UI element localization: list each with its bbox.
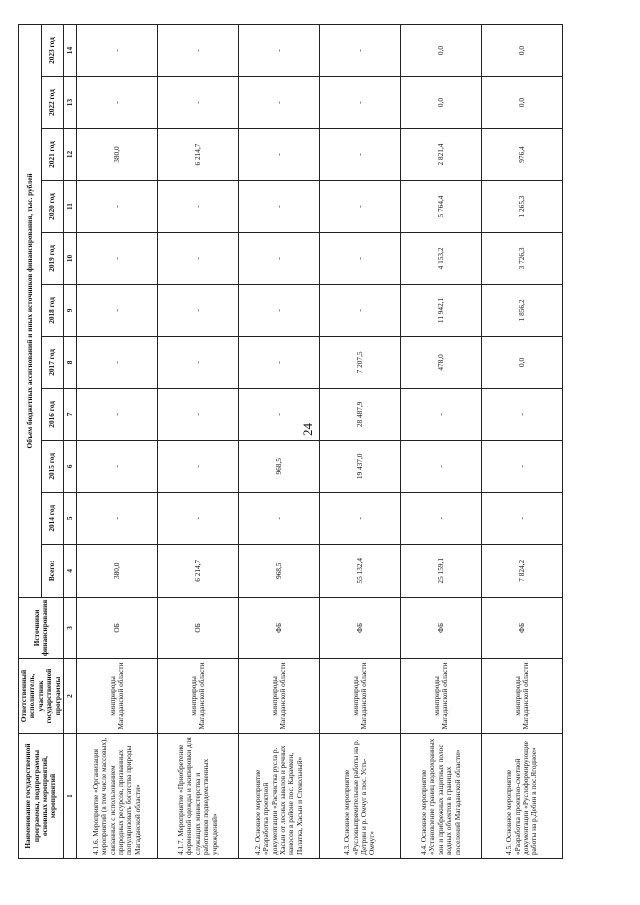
row-year-value: - [238, 336, 319, 388]
index-cell: 9 [63, 284, 76, 336]
header-source: Источники финансирования [19, 597, 64, 658]
row-year-value: - [76, 388, 157, 440]
row-year-value: 0,0 [400, 25, 481, 77]
table-row [481, 25, 562, 859]
row-total: 968,5 [238, 544, 319, 597]
header-year: 2022 год [42, 77, 64, 129]
index-cell: 11 [63, 181, 76, 233]
row-year-value: - [238, 181, 319, 233]
row-year-value: - [157, 232, 238, 284]
rotated-page [0, 19, 600, 869]
row-year-value: - [400, 492, 481, 544]
row-year-value: - [76, 181, 157, 233]
row-year-value: - [319, 284, 400, 336]
header-year: 2023 год [42, 25, 64, 77]
row-name: 4.3. Основное мероприятие «Русловыпрямительные работы на р. Детрин и р. Омчуг в пос. Усть-Омчуг» [319, 734, 400, 859]
table-row [76, 25, 157, 859]
row-year-value: - [76, 336, 157, 388]
row-year-value: - [238, 77, 319, 129]
row-responsible: минприроды Магаданской области [76, 659, 157, 734]
index-row [63, 25, 76, 859]
row-year-value: 28 487,9 [319, 388, 400, 440]
index-cell: 4 [63, 544, 76, 597]
row-year-value: - [157, 388, 238, 440]
row-year-value: 4 153,2 [400, 232, 481, 284]
row-year-value: - [319, 77, 400, 129]
header-year: 2016 год [42, 388, 64, 440]
header-year: 2019 год [42, 232, 64, 284]
row-name: 4.4. Основное мероприятие «Установление границ водоохранных зон и прибрежных защитных полос водных объектов в границах поселений Магаданской области» [400, 734, 481, 859]
table-row [319, 25, 400, 859]
row-name: 4.1.6. Мероприятие «Организация мероприятий (в том числе массовых), связанных с использованием природных ресурсов, призванных популяризовать богатства природы Магаданской области» [76, 734, 157, 859]
row-total: 380,0 [76, 544, 157, 597]
index-cell: 5 [63, 492, 76, 544]
row-source: ФБ [238, 597, 319, 658]
row-year-value: - [157, 440, 238, 492]
row-year-value: 11 942,1 [400, 284, 481, 336]
header-year: 2014 год [42, 492, 64, 544]
row-name: 4.2. Основное мероприятие «Разработка проектной документации «Расчистка русла р. Хасын от лесных завалов и речных наносов в районе пос. Карамкен, Палатка, Хасын и Стекольный» [238, 734, 319, 859]
row-year-value: - [238, 232, 319, 284]
header-year: 2018 год [42, 284, 64, 336]
row-year-value: - [319, 492, 400, 544]
row-year-value: - [157, 336, 238, 388]
row-year-value: - [481, 388, 562, 440]
row-source: ФБ [400, 597, 481, 658]
row-year-value: 0,0 [481, 77, 562, 129]
row-year-value: 478,0 [400, 336, 481, 388]
row-total: 55 132,4 [319, 544, 400, 597]
row-responsible: минприроды Магаданской области [400, 659, 481, 734]
row-year-value: - [76, 232, 157, 284]
row-year-value: - [400, 388, 481, 440]
row-year-value: 7 207,5 [319, 336, 400, 388]
row-year-value: - [238, 129, 319, 181]
index-cell: 13 [63, 77, 76, 129]
row-year-value: 976,4 [481, 129, 562, 181]
row-year-value: - [157, 25, 238, 77]
row-name: 4.5. Основное мероприятие «Разработка проектно-сметной документации «Руслоформирующие работы на р.Дебин в пос.Ягодное» [481, 734, 562, 859]
row-name: 4.1.7. Мероприятие «Приобретение форменной одежды и экипировки для служащих министерства и работников подведомственных учреждений» [157, 734, 238, 859]
row-responsible: минприроды Магаданской области [319, 659, 400, 734]
header-funding-group: Объем бюджетных ассигнований и иных источников финансирования, тыс. рублей [19, 25, 42, 598]
page-number: 24 [300, 423, 315, 436]
row-year-value: 0,0 [481, 25, 562, 77]
row-total: 6 214,7 [157, 544, 238, 597]
row-total: 7 824,2 [481, 544, 562, 597]
index-cell: 3 [63, 597, 76, 658]
row-responsible: минприроды Магаданской области [238, 659, 319, 734]
row-year-value: 19 437,0 [319, 440, 400, 492]
row-source: ФБ [481, 597, 562, 658]
row-year-value: 380,0 [76, 129, 157, 181]
row-year-value: - [76, 284, 157, 336]
row-year-value: - [319, 181, 400, 233]
row-year-value: - [76, 492, 157, 544]
row-total: 25 159,1 [400, 544, 481, 597]
row-year-value: 968,5 [238, 440, 319, 492]
row-year-value: 1 856,2 [481, 284, 562, 336]
row-year-value: - [238, 492, 319, 544]
row-source: ОБ [76, 597, 157, 658]
row-year-value: - [76, 77, 157, 129]
row-source: ОБ [157, 597, 238, 658]
header-year: 2021 год [42, 129, 64, 181]
index-cell: 10 [63, 232, 76, 284]
row-year-value: 2 821,4 [400, 129, 481, 181]
row-year-value: 5 764,4 [400, 181, 481, 233]
index-cell: 7 [63, 388, 76, 440]
index-cell: 14 [63, 25, 76, 77]
row-year-value: - [157, 492, 238, 544]
row-year-value: - [76, 440, 157, 492]
row-year-value: - [238, 284, 319, 336]
index-cell: 2 [63, 659, 76, 734]
row-year-value: - [481, 440, 562, 492]
row-year-value: - [238, 25, 319, 77]
header-name: Наименование государственной программы, подпрограммы основных мероприятий, мероприятий [19, 734, 64, 859]
index-cell: 6 [63, 440, 76, 492]
index-cell: 1 [63, 734, 76, 859]
index-cell: 12 [63, 129, 76, 181]
header-responsible: Ответственный исполнитель, участник государственной программы [19, 659, 64, 734]
row-responsible: минприроды Магаданской области [157, 659, 238, 734]
row-year-value: - [76, 25, 157, 77]
row-year-value: 3 726,3 [481, 232, 562, 284]
row-year-value: - [319, 129, 400, 181]
index-cell: 8 [63, 336, 76, 388]
row-responsible: минприроды Магаданской области [481, 659, 562, 734]
table-row [400, 25, 481, 859]
row-year-value: - [157, 77, 238, 129]
row-year-value: - [157, 284, 238, 336]
row-year-value: 1 265,3 [481, 181, 562, 233]
header-year: 2017 год [42, 336, 64, 388]
row-year-value: 0,0 [481, 336, 562, 388]
row-year-value: 6 214,7 [157, 129, 238, 181]
row-source: ФБ [319, 597, 400, 658]
header-year: 2015 год [42, 440, 64, 492]
row-year-value: - [400, 440, 481, 492]
row-year-value: - [319, 232, 400, 284]
table-row [238, 25, 319, 859]
row-year-value: - [481, 492, 562, 544]
table-row [157, 25, 238, 859]
row-year-value: - [319, 25, 400, 77]
funding-table [18, 24, 563, 859]
row-year-value: - [238, 388, 319, 440]
row-year-value: 0,0 [400, 77, 481, 129]
row-year-value: - [157, 181, 238, 233]
header-year: 2020 год [42, 181, 64, 233]
header-total: Всего: [42, 544, 64, 597]
